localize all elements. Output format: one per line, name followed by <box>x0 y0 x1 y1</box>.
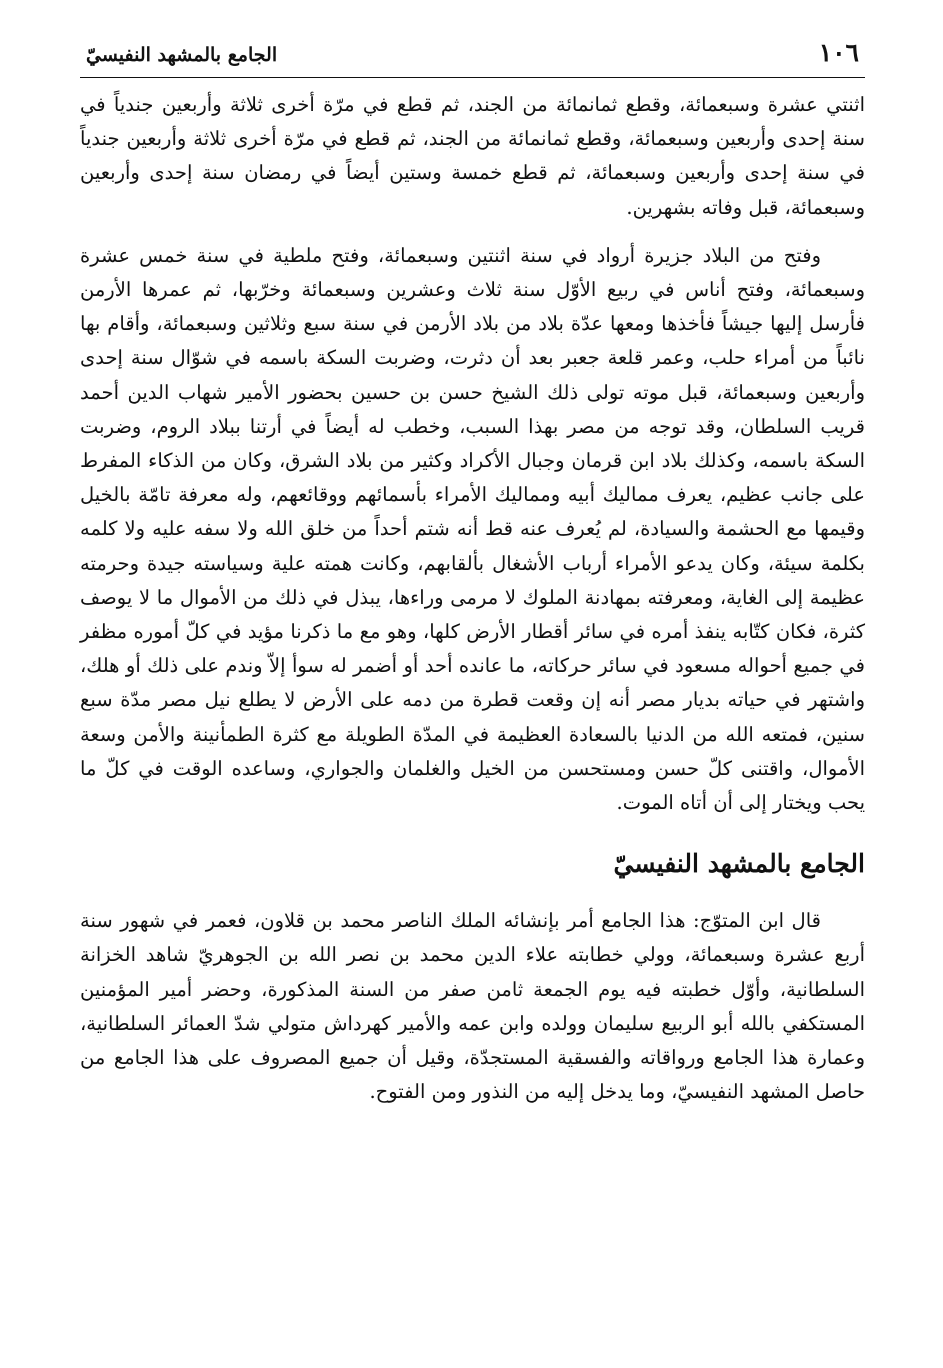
page-body <box>80 88 865 1109</box>
paragraph-2: وفتح من البلاد جزيرة أرواد في سنة اثنتين وسبعمائة، وفتح ملطية في سنة خمس عشرة وسبعمائة، وفتح أناس في ربيع الأوّل سنة ثلاث وعشرين وسبعمائة وخرّبها، ثم عمرها الأرمن فأرسل إليها جيشاً فأخذها ومعها عدّة بلاد من بلاد الأرمن في سنة سبع وثلاثين وسبعمائة، وأقام بها نائباً من أمراء حلب، وعمر قلعة جعبر بعد أن دثرت، وضربت السكة باسمه في شوّال سنة إحدى وأربعين وسبعمائة، قبل موته تولى ذلك الشيخ حسن بن حسين بحضور الأمير شهاب الدين أحمد قريب السلطان، وقد توجه من مصر بهذا السبب، وخطب له أيضاً في أرتنا ببلاد الروم، وضربت السكة باسمه، وكذلك بلاد ابن قرمان وجبال الأكراد وكثير من بلاد الشرق، وكان من الذكاء المفرط على جانب عظيم، يعرف مماليك أبيه ومماليك الأمراء بأسمائهم ووقائعهم، وله معرفة تامّة بالخيل وقيمها مع الحشمة والسيادة، لم يُعرف عنه قط أنه شتم أحداً من خلق الله ولا سفه عليه ولا كلمه بكلمة سيئة، وكان يدعو الأمراء أرباب الأشغال بألقابهم، وكانت همته علية وسياسته جيدة وحرمته عظيمة إلى الغاية، ومعرفته بمهادنة الملوك لا مرمى وراءها، يبذل في ذلك من الأموال ما لا يوصف كثرة، فكان كتّابه ينفذ أمره في سائر أقطار الأرض كلها، وهو مع ما ذكرنا مؤيد في كلّ أموره مظفر في جميع أحواله مسعود في سائر حركاته، ما عانده أحد أو أضمر له سوأ إلاّ وندم على ذلك أو هلك، واشتهر في حياته بديار مصر أنه إن وقعت قطرة من دمه على الأرض لا يطلع نيل مصر مدّة سبع سنين، فمتعه الله من الدنيا بالسعادة العظيمة في المدّة الطويلة مع كثرة الطمأنينة والأمن وسعة الأموال، واقتنى كلّ حسن ومستحسن من الخيل والغلمان والجواري، وساعده الوقت في كلّ ما يحب ويختار إلى أن أتاه الموت. <box>80 243 866 815</box>
book-page <box>80 38 865 1109</box>
paragraph-1: اثنتي عشرة وسبعمائة، وقطع ثمانمائة من الجند، ثم قطع في مرّة أخرى ثلاثة وأربعين جندياً في سنة إحدى وأربعين وسبعمائة، وقطع ثمانمائة من الجند، ثم قطع في مرّة أخرى ثلاثة وأربعين جندياً في سنة إحدى وأربعين وسبعمائة، ثم قطع خمسة وستين أيضاً في رمضان سنة إحدى وأربعين وسبعمائة، قبل وفاته بشهرين. <box>80 93 865 219</box>
page-number: ١٠٦ <box>818 38 859 67</box>
section-paragraph-1: قال ابن المتوّج: هذا الجامع أمر بإنشائه الملك الناصر محمد بن قلاون، فعمر في شهور سنة أربع عشرة وسبعمائة، وولي خطابته علاء الدين محمد بن نصر الله بن الجوهريّ شاهد الخزانة السلطانية، وأوّل خطبته فيه يوم الجمعة ثامن صفر من السنة المذكورة، وحضر أمير المؤمنين المستكفي بالله أبو الربيع سليمان وولده وابن عمه والأمير كهرداش متولي شدّ العمائر السلطانية، وعمارة هذا الجامع ورواقاته والفسقية المستجدّة، وقيل أن جميع المصروف على هذا الجامع من حاصل المشهد النفيسيّ، وما يدخل إليه من النذور ومن الفتوح. <box>80 909 865 1104</box>
running-header <box>80 38 865 78</box>
running-header-title: الجامع بالمشهد النفيسيّ <box>86 44 278 66</box>
section-heading: الجامع بالمشهد النفيسيّ <box>613 849 865 879</box>
